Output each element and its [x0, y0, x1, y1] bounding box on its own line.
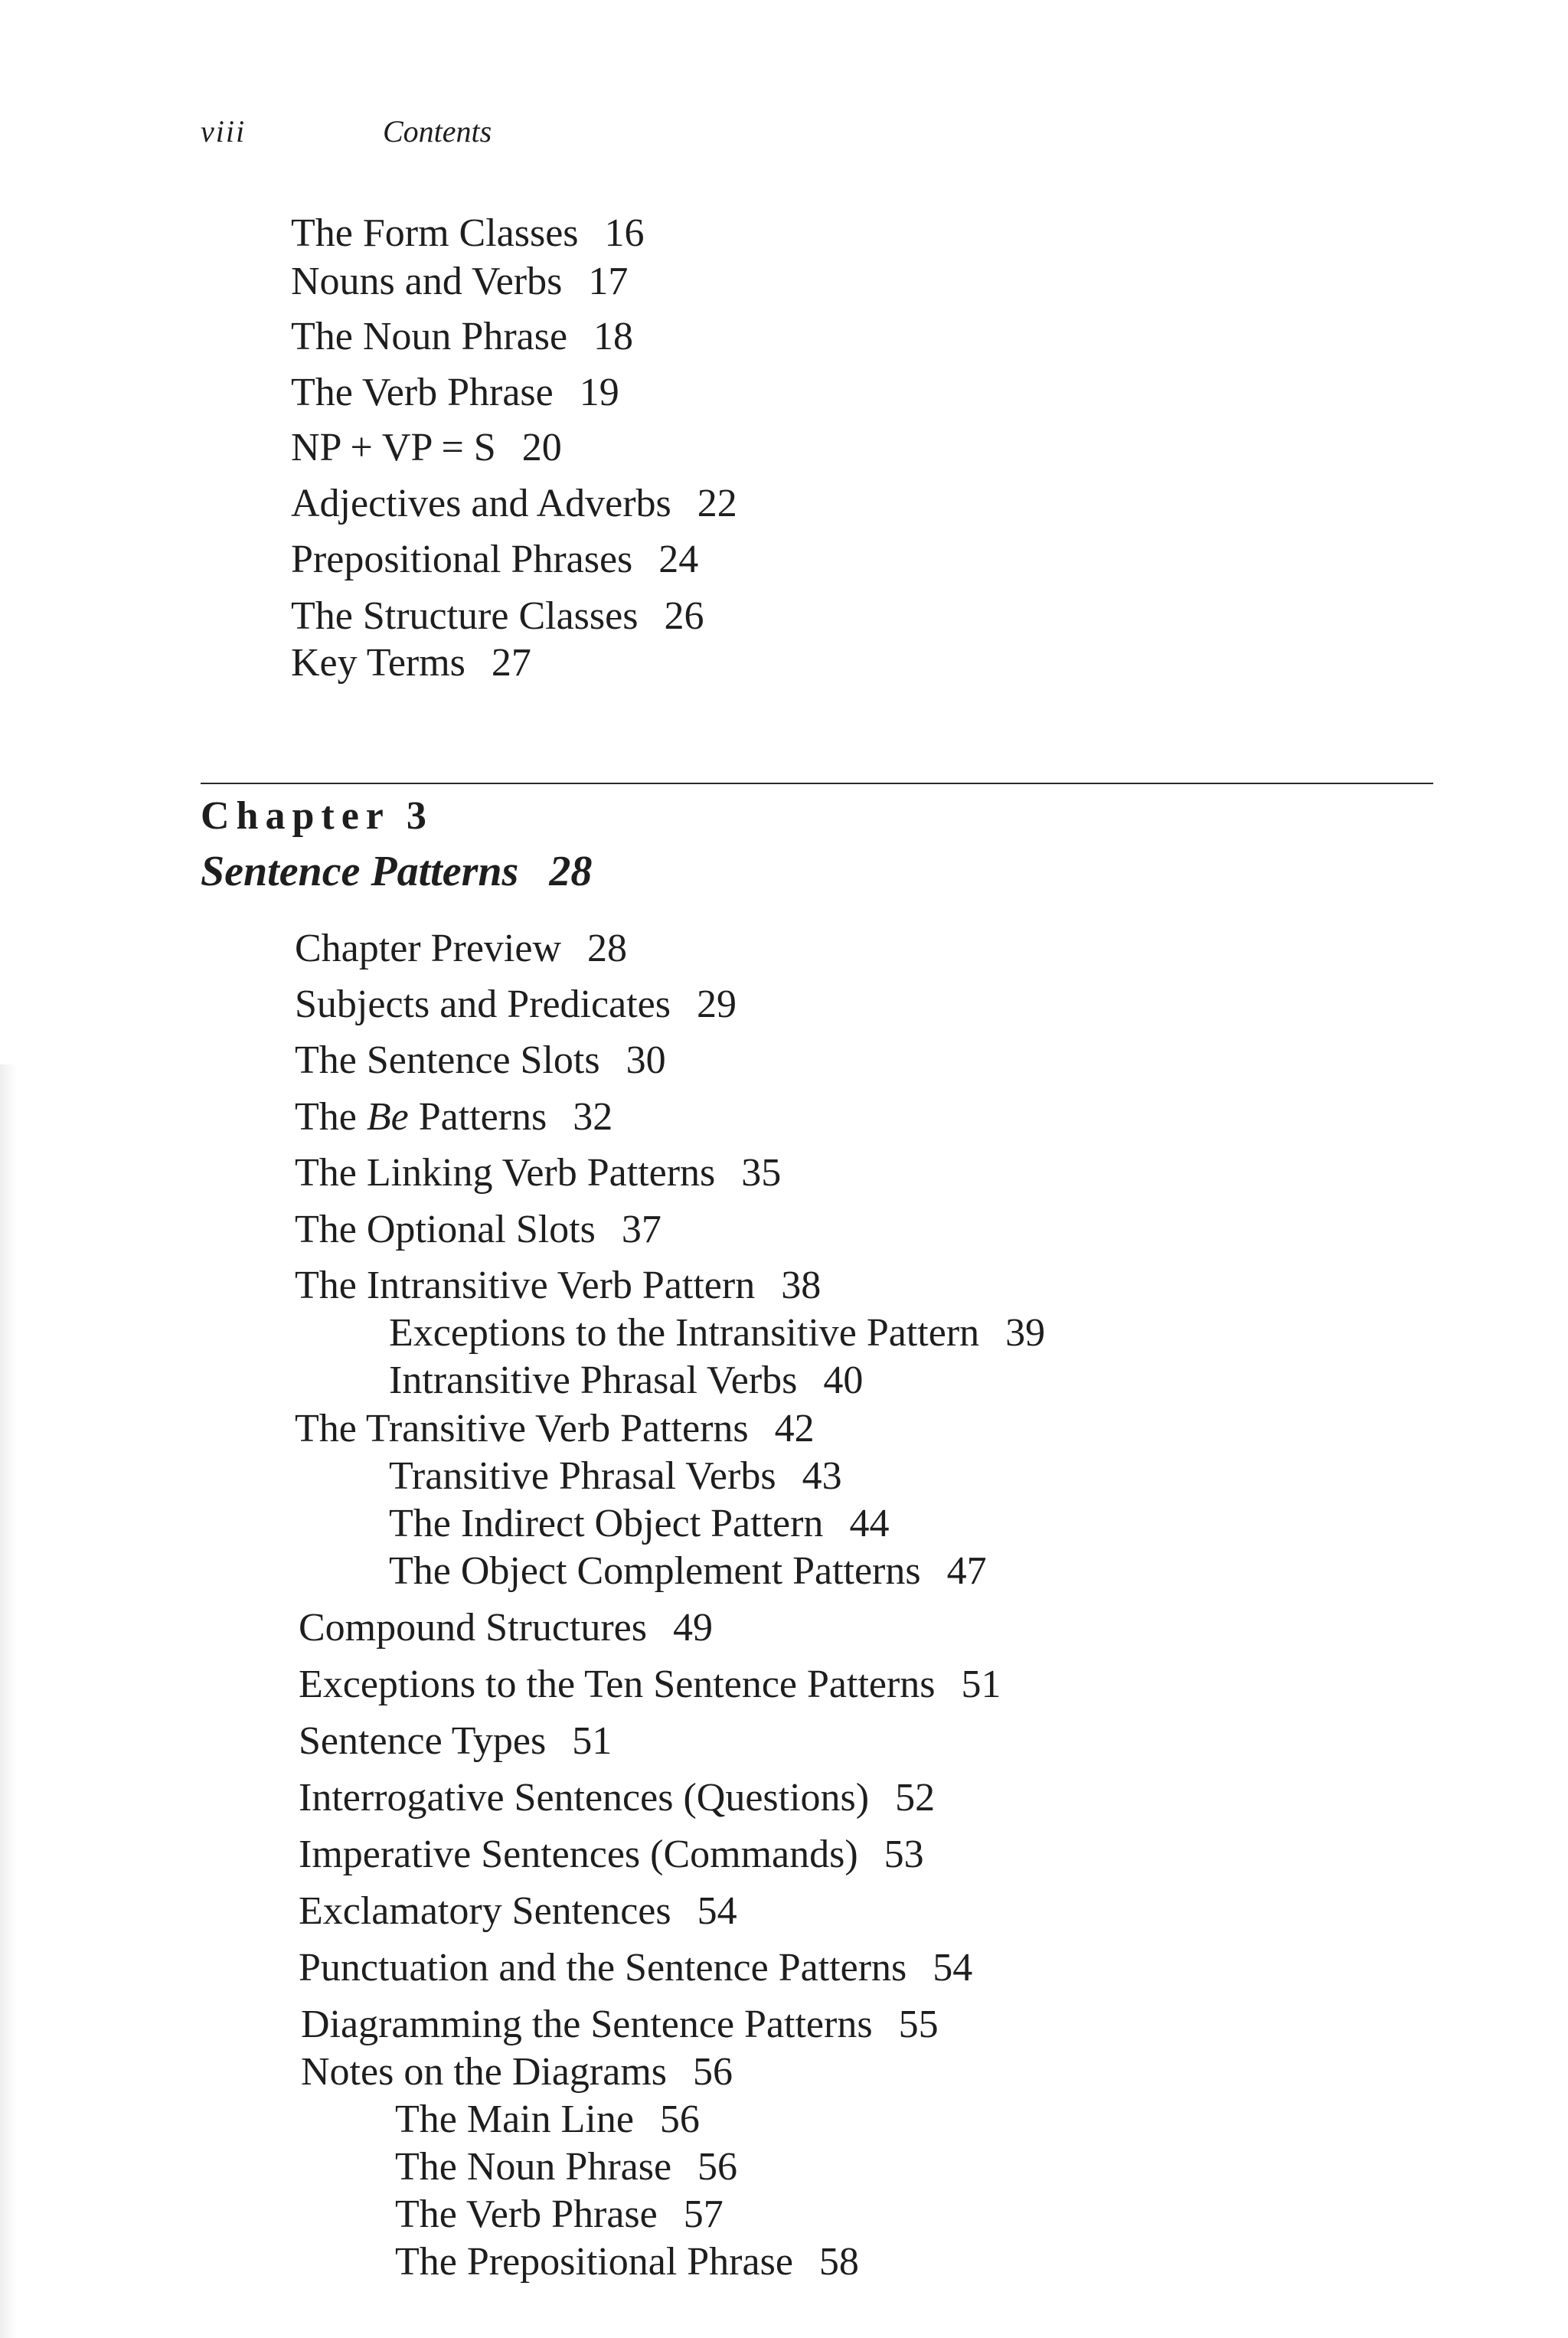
toc-entry-title: NP + VP = S [291, 426, 496, 469]
toc-entry-page: 54 [933, 1946, 973, 1990]
toc-entry [291, 481, 737, 527]
toc-entry [295, 1207, 662, 1253]
toc-entry [295, 1094, 612, 1140]
toc-entry [291, 593, 704, 639]
toc-entry [299, 1718, 612, 1764]
chapter-divider-rule [201, 783, 1433, 784]
toc-entry-title-post: Patterns [408, 1095, 547, 1139]
toc-entry-title: The Object Complement Patterns [389, 1549, 921, 1593]
chapter-title [201, 847, 592, 896]
toc-entry-page: 37 [621, 1208, 662, 1251]
chapter-title-page: 28 [549, 848, 593, 895]
page-folio: viii [201, 114, 247, 149]
toc-entry-title: Adjectives and Adverbs [291, 482, 671, 525]
toc-entry-page: 20 [521, 426, 562, 469]
toc-entry-page: 18 [593, 315, 634, 358]
toc-entry-title: Subjects and Predicates [295, 983, 671, 1026]
toc-entry-title: Diagramming the Sentence Patterns [301, 2003, 873, 2046]
toc-entry-page: 22 [697, 482, 737, 525]
toc-entry-page: 24 [658, 538, 699, 581]
toc-entry-page: 56 [693, 2050, 733, 2094]
toc-entry-page: 19 [579, 371, 619, 414]
toc-entry-title: Nouns and Verbs [291, 260, 563, 303]
toc-entry [295, 982, 737, 1028]
toc-entry-page: 57 [683, 2192, 724, 2236]
toc-entry-page: 27 [491, 641, 531, 685]
toc-entry-title: Exceptions to the Intransitive Pattern [389, 1311, 980, 1355]
toc-entry [291, 537, 698, 583]
toc-entry-title: Transitive Phrasal Verbs [389, 1454, 776, 1498]
toc-subentry [389, 1501, 889, 1547]
toc-entry [295, 926, 627, 972]
toc-entry-title: The Transitive Verb Patterns [295, 1407, 749, 1450]
toc-entry-title: Compound Structures [299, 1606, 647, 1650]
toc-entry-title: Exclamatory Sentences [299, 1889, 671, 1933]
toc-entry-title: The Verb Phrase [395, 2192, 658, 2236]
toc-entry-page: 38 [781, 1264, 822, 1307]
toc-subentry [389, 1548, 987, 1594]
toc-entry [295, 1406, 815, 1452]
chapter-title-text: Sentence Patterns [201, 848, 519, 895]
toc-entry-page: 58 [818, 2240, 859, 2284]
toc-entry-title: Prepositional Phrases [291, 538, 633, 581]
toc-entry-page: 52 [895, 1776, 936, 1820]
toc-entry-page: 56 [659, 2098, 700, 2141]
toc-entry-title: The Intransitive Verb Pattern [295, 1264, 756, 1307]
toc-entry [291, 425, 562, 471]
toc-entry-page: 26 [664, 594, 704, 638]
toc-entry-title: The Form Classes [291, 211, 579, 255]
running-title: Contents [383, 114, 492, 149]
toc-entry-page: 16 [604, 211, 645, 255]
toc-entry-page: 47 [946, 1549, 987, 1593]
toc-entry [299, 1832, 924, 1878]
toc-subentry [389, 1453, 842, 1499]
toc-entry-title: Key Terms [291, 641, 466, 685]
toc-entry [291, 370, 619, 416]
toc-entry-title: The Structure Classes [291, 594, 639, 638]
toc-entry-page: 44 [849, 1502, 890, 1545]
toc-entry-page: 29 [696, 983, 737, 1026]
toc-subentry [389, 1358, 863, 1404]
toc-entry-title: The Noun Phrase [291, 315, 568, 358]
toc-entry [291, 259, 628, 305]
chapter-label: Chapter 3 [201, 794, 433, 838]
toc-entry-page: 53 [884, 1833, 924, 1876]
page-edge-shadow [0, 1064, 17, 2338]
toc-subentry [395, 2144, 737, 2190]
toc-entry-title: Imperative Sentences (Commands) [299, 1833, 858, 1876]
toc-entry-page: 42 [774, 1407, 815, 1450]
toc-entry-title: Notes on the Diagrams [301, 2050, 668, 2094]
toc-entry-page: 28 [587, 927, 628, 970]
toc-entry [295, 1038, 666, 1084]
toc-entry-title-pre: The [295, 1095, 367, 1139]
toc-subentry [395, 2239, 859, 2285]
toc-entry-title: The Optional Slots [295, 1208, 596, 1251]
toc-entry [299, 1888, 737, 1934]
toc-entry-page: 30 [626, 1038, 666, 1082]
toc-entry-title-italic: Be [366, 1095, 409, 1139]
toc-subentry [389, 1310, 1045, 1356]
toc-entry [299, 1775, 935, 1821]
toc-entry [295, 1150, 781, 1196]
toc-entry [291, 314, 633, 360]
toc-subentry [395, 2097, 700, 2143]
toc-entry-title: The Sentence Slots [295, 1038, 600, 1082]
toc-entry [299, 1605, 713, 1651]
toc-subentry [395, 2192, 724, 2238]
toc-entry [291, 640, 531, 686]
toc-entry-page: 55 [898, 2003, 939, 2046]
toc-entry [295, 1263, 821, 1309]
toc-entry-title: Sentence Types [299, 1719, 547, 1763]
toc-entry-title: Chapter Preview [295, 927, 562, 970]
toc-entry-page: 39 [1005, 1311, 1046, 1355]
toc-entry-page: 32 [573, 1095, 613, 1139]
toc-entry [299, 1662, 1001, 1708]
toc-entry-page: 40 [823, 1359, 864, 1402]
toc-entry-title: The Noun Phrase [395, 2145, 672, 2189]
toc-entry [291, 211, 645, 257]
toc-entry-page: 54 [697, 1889, 737, 1933]
toc-entry-title: The Indirect Object Pattern [389, 1502, 824, 1545]
toc-entry-title: Intransitive Phrasal Verbs [389, 1359, 798, 1402]
toc-entry-title: The Verb Phrase [291, 371, 554, 414]
toc-entry [301, 2002, 939, 2048]
toc-entry-page: 35 [741, 1151, 782, 1195]
toc-entry [301, 2049, 733, 2095]
toc-entry-title: The Prepositional Phrase [395, 2240, 793, 2284]
toc-entry-title: Interrogative Sentences (Questions) [299, 1776, 870, 1820]
toc-entry [299, 1945, 972, 1991]
toc-entry-page: 49 [672, 1606, 713, 1650]
toc-entry-title: Exceptions to the Ten Sentence Patterns [299, 1663, 936, 1706]
toc-entry-page: 51 [572, 1719, 612, 1763]
toc-entry-page: 17 [588, 260, 629, 303]
toc-entry-title: Punctuation and the Sentence Patterns [299, 1946, 907, 1990]
toc-entry-page: 56 [697, 2145, 738, 2189]
toc-entry-page: 43 [802, 1454, 842, 1498]
toc-entry-title: The Main Line [395, 2098, 634, 2141]
toc-entry-title: The Linking Verb Patterns [295, 1151, 716, 1195]
toc-entry-page: 51 [961, 1663, 1001, 1706]
